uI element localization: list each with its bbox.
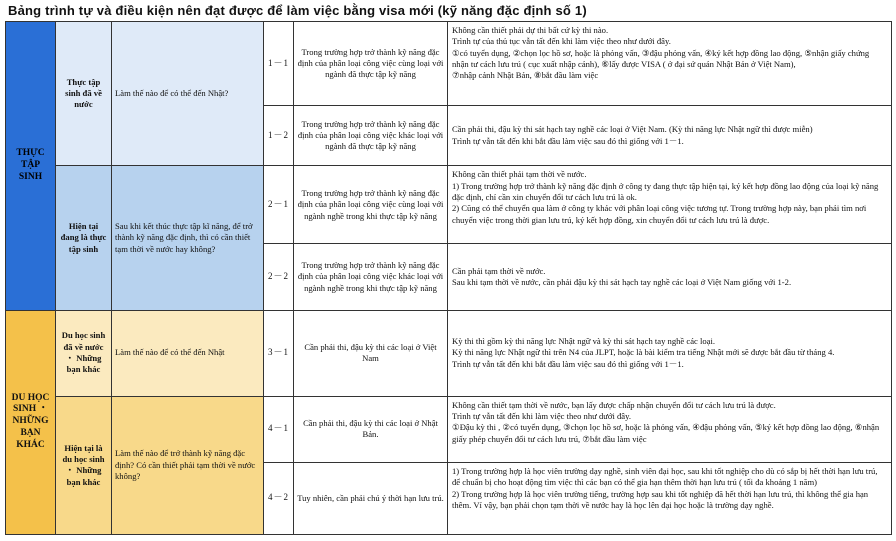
row-condition: Trong trường hợp trở thành kỹ năng đặc định của phân loại công việc khác loại với ngành đã thực tập kỹ năng — [294, 106, 448, 166]
question-returned-student: Làm thế nào để có thể đến Nhật — [112, 310, 264, 396]
subgroup-returned-student: Du học sinh đã về nước ・ Những bạn khác — [56, 310, 112, 396]
row-condition: Cần phải thi, đậu kỳ thi các loại ở Việt Nam — [294, 310, 448, 396]
question-returned-trainee: Làm thế nào để có thể đến Nhật? — [112, 22, 264, 166]
row-number: 3－1 — [264, 310, 294, 396]
visa-procedure-table — [5, 21, 892, 535]
row-details: Cần phải thi, đậu kỳ thi sát hạch tay nghề các loại ở Việt Nam. (Kỳ thi năng lực Nhật ngữ thì được miễn) Trình tự vẫn tất đến khi bắt đầu làm việc sau đó thì giống với 1－1. — [448, 106, 892, 166]
question-current-trainee: Sau khi kết thúc thực tập kĩ năng, để trở thành kỹ năng đặc định, thì có cần thiết tạm thời về nước hay không? — [112, 166, 264, 310]
category-student: DU HỌC SINH ・ NHỮNG BẠN KHÁC — [6, 310, 56, 534]
row-details: Không cần thiết phải tạm thời về nước. 1) Trong trường hợp trở thành kỹ năng đặc định ở công ty đang thực tập hiện tại, ký kết hợp đồng lao động của loại kỹ năng đặc định, chỉ cần xin chuyển đổi tư cách lưu trú là ok. 2) Cũng có thể chuyển qua làm ở công ty khác với phân loại công việc tương tự. Trong trường hợp này, bạn phải tìm nơi chuyển việc trong thời gian lưu trú, ký kết hợp đồng, xin chuyển đổi tư cách lưu trú là được. — [448, 166, 892, 244]
question-current-student: Làm thế nào để trở thành kỹ năng đặc định? Có cần thiết phải tạm thời về nước không? — [112, 396, 264, 534]
row-condition: Cần phải thi, đậu kỳ thi các loại ở Nhật Bản. — [294, 396, 448, 462]
row-condition: Trong trường hợp trở thành kỹ năng đặc định của phân loại công việc khác loại với ngành nghề trong khi thực tập kỹ năng — [294, 244, 448, 310]
row-details: Không cần thiết phải dự thi bất cứ kỳ thi nào. Trình tự của thủ tục vẫn tất đến khi làm việc theo như dưới đây. ①có tuyển dụng, ②chọn lọc hồ sơ, hoặc là phỏng vấn, ③đậu phỏng vấn, ④ký kết hợp đồng lao động, ⑤nhận giấy chứng nhận tư cách lưu trú ( cục xuất nhập cảnh), ⑥lấy được VISA ( ở đại sứ quán Nhật Bản ở Việt Nam), ⑦nhập cảnh Nhật Bản, ⑧bắt đầu làm việc — [448, 22, 892, 106]
row-condition: Tuy nhiên, cần phải chú ý thời hạn lưu trú. — [294, 462, 448, 534]
row-number: 2－2 — [264, 244, 294, 310]
row-condition: Trong trường hợp trở thành kỹ năng đặc định của phân loại công việc cùng loại với ngành nghề trong khi thực tập kỹ năng — [294, 166, 448, 244]
row-number: 2－1 — [264, 166, 294, 244]
row-details: 1) Trong trường hợp là học viên trường dạy nghề, sinh viên đại học, sau khi tốt nghiệp cho dù có sắp bị hết thời hạn lưu trú, để chuẩn bị cho hoạt động tìm việc thì các bạn có thể gia hạn thêm thời hạn lưu trú ( tối đa khoảng 1 năm) 2) Trong trường hợp là học viên trường tiếng, trường hợp sau khi tốt nghiệp đã hết thời hạn lưu trú, thì không thể gia hạn thêm. Ví vậy, bạn phải chọn tạm thời về nước hay là học lên đại học hoặc là trường dạy nghề. — [448, 462, 892, 534]
subgroup-returned-trainee: Thực tập sinh đã về nước — [56, 22, 112, 166]
row-number: 1－2 — [264, 106, 294, 166]
row-number: 1－1 — [264, 22, 294, 106]
row-number: 4－1 — [264, 396, 294, 462]
row-number: 4－2 — [264, 462, 294, 534]
row-condition: Trong trường hợp trở thành kỹ năng đặc định của phân loại công việc cùng loại với ngành đã thực tập kỹ năng — [294, 22, 448, 106]
row-details: Không cần thiết tạm thời về nước, bạn lấy được chấp nhận chuyển đổi tư cách lưu trú là được. Trình tự vẫn tất đến khi làm việc theo như dưới đây. ①Đậu kỳ thi , ②có tuyển dụng, ③chọn lọc hồ sơ, hoặc là phỏng vấn, ④đậu phỏng vấn, ⑤ký kết hợp đồng lao động, ⑥nhận giấy phép chuyển đổi tư cách lưu trú, ⑦bắt đầu làm việc — [448, 396, 892, 462]
subgroup-current-student: Hiện tại là du học sinh ・ Những bạn khác — [56, 396, 112, 534]
category-trainee: THỰC TẬP SINH — [6, 22, 56, 311]
subgroup-current-trainee: Hiện tại đang là thực tập sinh — [56, 166, 112, 310]
row-details: Cần phải tạm thời về nước. Sau khi tạm thời về nước, cần phải đậu kỳ thi sát hạch tay nghề các loại ở Việt Nam giống với 1-2. — [448, 244, 892, 310]
row-details: Kỳ thi thì gồm kỳ thi năng lực Nhật ngữ và kỳ thi sát hạch tay nghề các loại. Kỳ thi năng lực Nhật ngữ thì trên N4 của JLPT, hoặc là bài kiểm tra tiếng Nhật mới sẽ được bắt đầu từ tháng 4. Trình tự vẫn tất đến khi bắt đầu làm việc sau đó thì giống với 1－1. — [448, 310, 892, 396]
page-title: Bảng trình tự và điều kiện nên đạt được để làm việc bằng visa mới (kỹ năng đặc định số 1) — [8, 3, 587, 18]
